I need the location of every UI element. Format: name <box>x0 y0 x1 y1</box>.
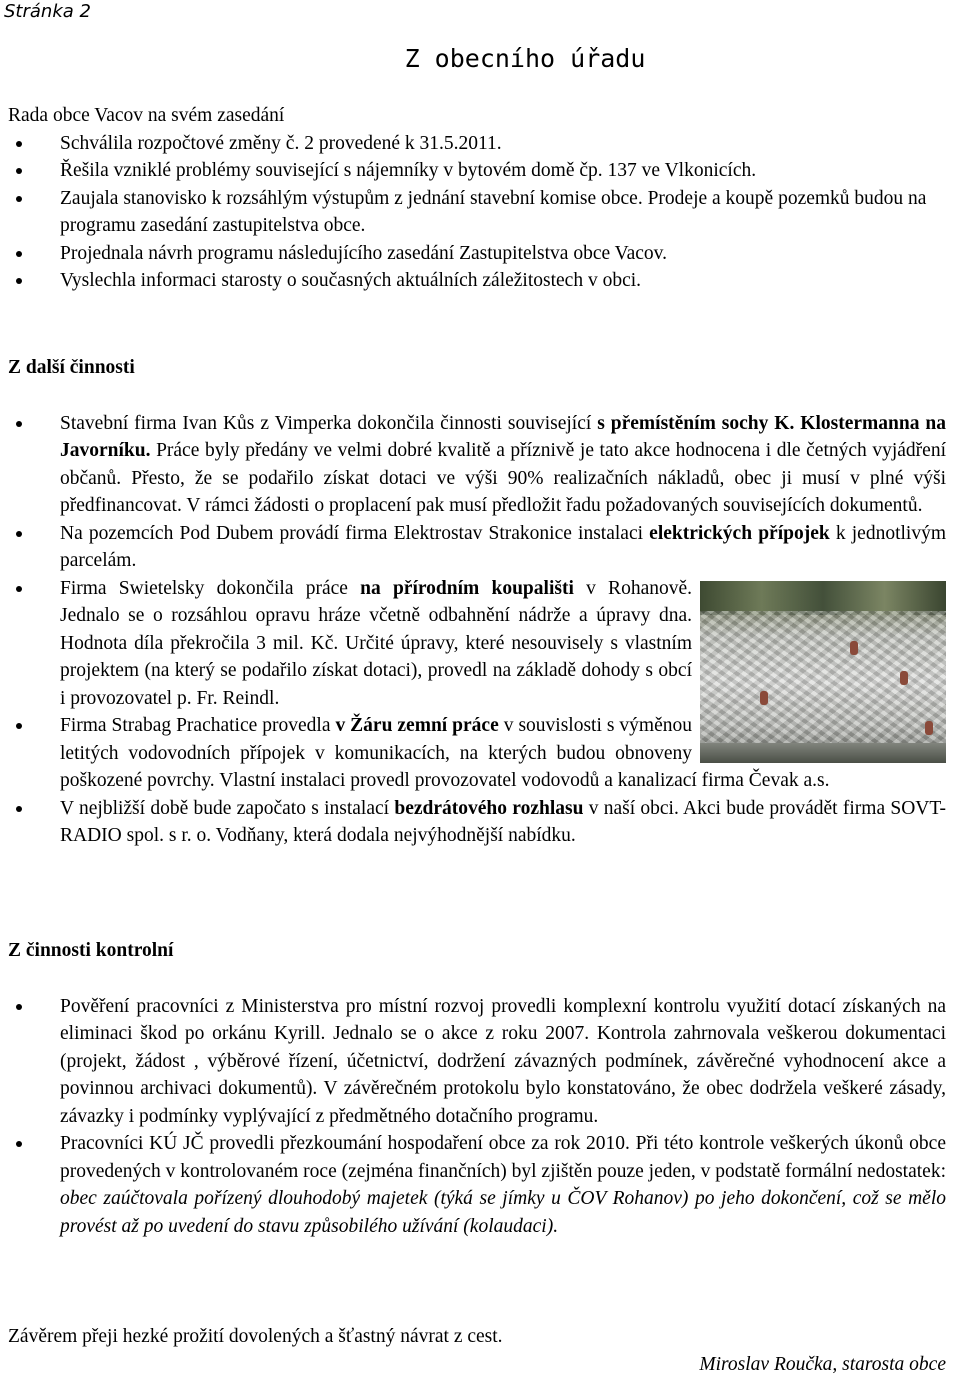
dalsi-section <box>8 354 946 850</box>
page-label: Stránka 2 <box>4 1 91 22</box>
section-heading: Z další činnosti <box>8 357 135 378</box>
list-item: Projednala návrh programu následujícího zasedání Zastupitelstva obce Vacov. <box>8 240 946 268</box>
list-item: Firma Swietelsky dokončila práce na přírodním koupališti v Rohanově. Jednalo se o rozsáhlou opravu hráze včetně odbahnění nádrže a úpravy dna. Hodnota díla překročila 3 mil. Kč. Určité úpravy, které nesouvisely s vlastním projektem (na který se podařilo získat dotaci), provedl na základě dohody s obcí i provozovatel p. Fr. Reindl. <box>8 575 946 713</box>
page-title: Z obecního úřadu <box>404 44 646 73</box>
list-item: Firma Strabag Prachatice provedla v Žáru zemní práce v souvislosti s výměnou letitých vodovodních přípojek v komunikacích, na kterých budou obnoveny poškozené povrchy. Vlastní instalaci provedl provozovatel vodovodů a kanalizací firma Čevak a.s. <box>8 712 946 795</box>
kontrolni-list <box>8 993 946 1241</box>
kontrolni-section <box>8 937 946 1240</box>
list-item: Zaujala stanovisko k rozsáhlým výstupům z jednání stavební komise obce. Prodeje a koupě pozemků budou na programu zasedání zastupitelstva obce. <box>8 185 946 240</box>
list-item: Na pozemcích Pod Dubem provádí firma Elektrostav Strakonice instalaci elektrických přípojek k jednotlivým parcelám. <box>8 520 946 575</box>
list-item: Řešila vzniklé problémy související s nájemníky v bytovém domě čp. 137 ve Vlkonicích. <box>8 157 946 185</box>
list-item: Schválila rozpočtové změny č. 2 provedené k 31.5.2011. <box>8 130 946 158</box>
closing-text: Závěrem přeji hezké prožití dovolených a šťastný návrat z cest. <box>8 1326 503 1347</box>
list-item: V nejbližší době bude započato s instalací bezdrátového rozhlasu v naší obci. Akci bude provádět firma SOVT-RADIO spol. s r. o. Vodňany, která dodala nejvýhodnější nabídku. <box>8 795 946 850</box>
list-item: Stavební firma Ivan Kůs z Vimperka dokončila činnosti související s přemístěním sochy K. Klostermanna na Javorníku. Práce byly předány ve velmi dobré kvalitě a příznivě je tato akce hodnocena i dle četných vyjádření občanů. Přesto, že se podařilo získat dotaci ve výši 90% realizačních nákladů, obec ji musí v plné výši předfinancovat. V rámci žádosti o proplacení pak musí předložit řadu požadovaných souvisejících dokumentů. <box>8 410 946 520</box>
list-item: Pověření pracovníci z Ministerstva pro místní rozvoj provedli komplexní kontrolu využití dotací získaných na eliminaci škod po orkánu Kyrill. Jednalo se o akce z roku 2007. Kontrola zahrnovala veškerou dokumentaci (projekt, žádost , výběrové řízení, účetnictví, dodržení závazných podmínek, závěrečné vyhodnocení akce a povinnou archivaci dokumentů). V závěrečném protokolu bylo konstatováno, že obec dodržela veškeré zásady, závazky i podmínky vyplývající z předmětného dotačního programu. <box>8 993 946 1131</box>
rada-section <box>8 102 946 295</box>
rada-list <box>8 130 946 295</box>
signature: Miroslav Roučka, starosta obce <box>699 1354 946 1375</box>
section-heading: Z činnosti kontrolní <box>8 940 174 961</box>
list-item: Vyslechla informaci starosty o současných aktuálních záležitostech v obci. <box>8 267 946 295</box>
dalsi-list <box>8 410 946 850</box>
rada-lead: Rada obce Vacov na svém zasedání <box>8 105 285 126</box>
list-item: Pracovníci KÚ JČ provedli přezkoumání hospodaření obce za rok 2010. Při této kontrole veškerých úkonů obce provedených v kontrolovaném roce (zejména finančních) byl zjištěn pouze jeden, v podstatě formální nedostatek: obec zaúčtovala pořízený dlouhodobý majetek (týká se jímky u ČOV Rohanov) po jeho dokončení, což se mělo provést až po uvedení do stavu způsobilého užívání (kolaudaci). <box>8 1130 946 1240</box>
